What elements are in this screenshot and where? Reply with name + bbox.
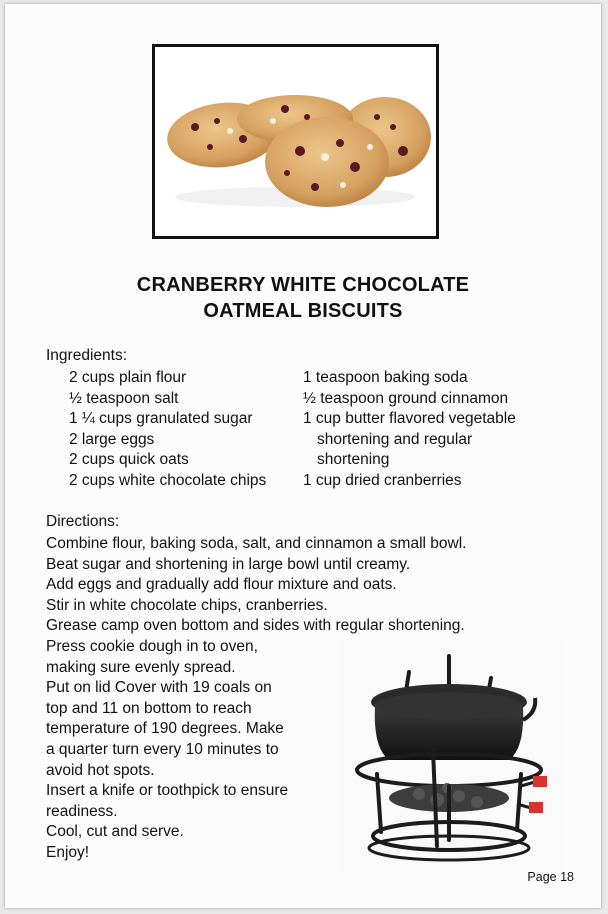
- recipe-title-line-2: OATMEAL BISCUITS: [203, 300, 403, 322]
- direction-line: top and 11 on bottom to reach: [46, 699, 252, 717]
- camp-oven-photo: [337, 640, 563, 874]
- direction-line: readiness.: [46, 802, 118, 820]
- direction-line: Stir in white chocolate chips, cranberries.: [46, 596, 328, 614]
- ingredient-item: 2 cups plain flour: [69, 369, 187, 386]
- directions-label: Directions:: [46, 513, 120, 530]
- ingredient-item-continued: shortening and regular: [317, 430, 473, 448]
- cookies-illustration: [155, 47, 436, 236]
- ingredients-right-list: [303, 368, 516, 492]
- direction-line: avoid hot spots.: [46, 761, 155, 779]
- direction-line: Enjoy!: [46, 843, 90, 861]
- direction-line: Add eggs and gradually add flour mixture and oats.: [46, 576, 397, 594]
- direction-line: Cool, cut and serve.: [46, 823, 184, 841]
- ingredient-item-continued: shortening: [317, 451, 390, 469]
- direction-line: Grease camp oven bottom and sides with regular shortening.: [46, 617, 465, 635]
- direction-line: Beat sugar and shortening in large bowl until creamy.: [46, 555, 411, 573]
- ingredient-item: ½ teaspoon ground cinnamon: [303, 389, 509, 407]
- page-number: Page 18: [527, 870, 574, 884]
- ingredient-item: 1 teaspoon baking soda: [303, 369, 468, 386]
- ingredients-label: Ingredients:: [46, 347, 127, 364]
- direction-line: a quarter turn every 10 minutes to: [46, 740, 279, 758]
- ingredient-item: 2 large eggs: [69, 430, 155, 448]
- cookies-photo: [152, 44, 439, 239]
- direction-line: making sure evenly spread.: [46, 658, 236, 676]
- recipe-title-line-1: CRANBERRY WHITE CHOCOLATE: [136, 274, 470, 296]
- ingredient-item: 2 cups white chocolate chips: [69, 471, 267, 489]
- ingredient-item: 1 cup butter flavored vegetable: [303, 410, 516, 428]
- ingredient-item: 1 cup dried cranberries: [303, 471, 462, 489]
- direction-line: Press cookie dough in to oven,: [46, 637, 258, 655]
- recipe-page: [5, 4, 601, 908]
- camp-oven-illustration: [337, 640, 563, 874]
- direction-line: temperature of 190 degrees. Make: [46, 720, 284, 738]
- ingredient-item: ½ teaspoon salt: [69, 389, 179, 407]
- recipe-title: [5, 272, 601, 324]
- direction-line: Insert a knife or toothpick to ensure: [46, 782, 289, 800]
- direction-line: Put on lid Cover with 19 coals on: [46, 679, 272, 697]
- ingredients-left-list: [69, 368, 266, 492]
- direction-line: Combine flour, baking soda, salt, and cinnamon a small bowl.: [46, 535, 467, 552]
- ingredient-item: 2 cups quick oats: [69, 451, 189, 469]
- ingredient-item: 1 ¼ cups granulated sugar: [69, 410, 253, 428]
